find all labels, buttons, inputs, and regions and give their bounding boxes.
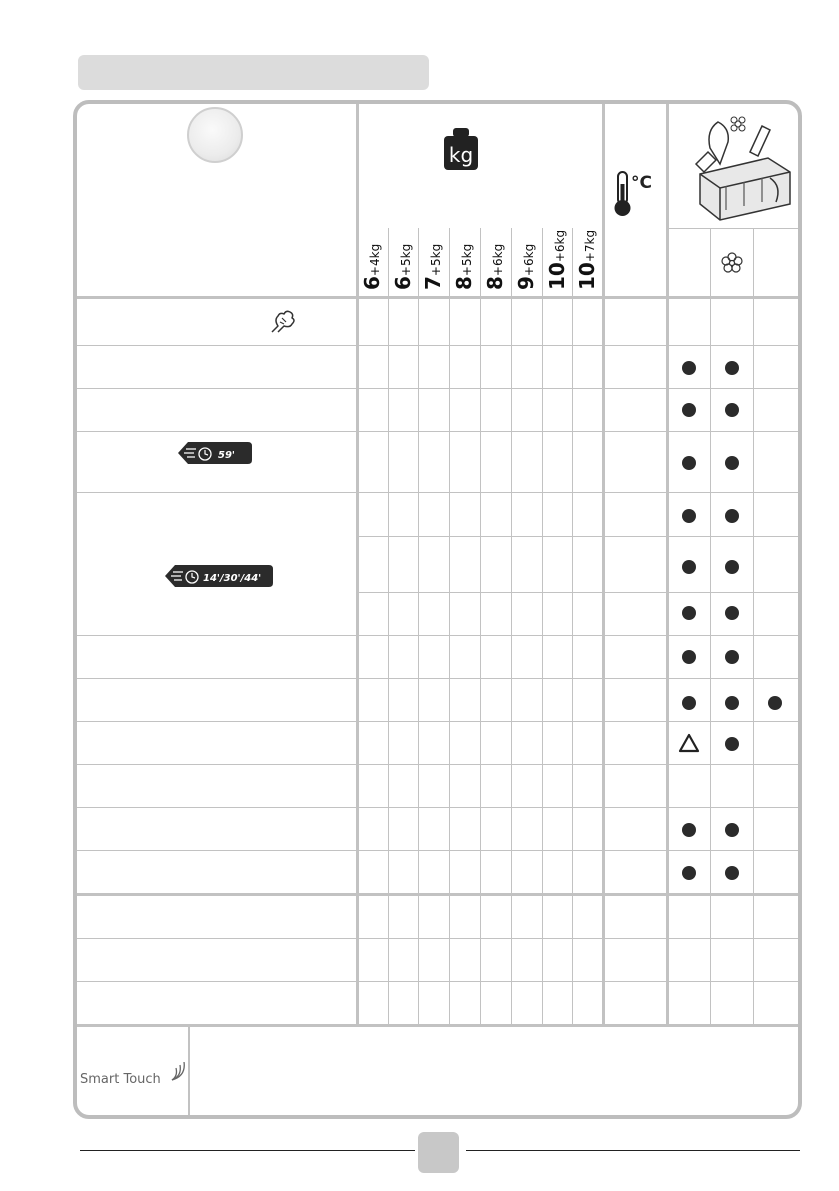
load-capacity-unit: kg bbox=[522, 243, 536, 259]
softener-flower-icon bbox=[721, 252, 743, 274]
detergent-dose-dot bbox=[682, 650, 696, 664]
detergent-dose-dot bbox=[725, 696, 739, 710]
quick-59-label: 59' bbox=[218, 450, 235, 461]
load-capacity-main: 7 bbox=[421, 276, 445, 290]
load-capacity-unit: kg bbox=[491, 243, 505, 259]
hand-wash-icon bbox=[268, 306, 298, 336]
row-divider bbox=[77, 938, 798, 939]
row-divider bbox=[77, 807, 798, 808]
load-capacity-extra: +5 bbox=[460, 258, 474, 277]
column-divider-major bbox=[666, 104, 669, 1027]
column-divider-detergent bbox=[710, 228, 711, 1027]
load-capacity-main: 10 bbox=[575, 262, 599, 290]
row-divider bbox=[77, 345, 798, 346]
load-capacity-label bbox=[389, 230, 417, 290]
detergent-dose-dot bbox=[682, 823, 696, 837]
load-capacity-main: 6 bbox=[391, 276, 415, 290]
load-capacity-extra: +4 bbox=[368, 258, 382, 277]
detergent-dose-dot bbox=[725, 456, 739, 470]
column-divider-load bbox=[449, 228, 450, 1027]
column-divider-load bbox=[480, 228, 481, 1027]
smart-touch-divider bbox=[188, 1027, 190, 1115]
quick-14-30-44-label: 14'/30'/44' bbox=[203, 573, 262, 584]
optional-dose-triangle-icon bbox=[678, 733, 700, 753]
load-capacity-unit: kg bbox=[429, 243, 443, 259]
footer-rule-left bbox=[80, 1150, 415, 1151]
detergent-dose-dot bbox=[682, 509, 696, 523]
detergent-dose-dot bbox=[725, 737, 739, 751]
row-divider-major bbox=[77, 1024, 798, 1027]
programme-selector-knob bbox=[187, 107, 243, 163]
smart-touch-label: Smart Touch bbox=[80, 1072, 161, 1087]
detergent-dose-dot bbox=[725, 403, 739, 417]
detergent-dose-dot bbox=[725, 823, 739, 837]
load-capacity-extra: +7 bbox=[583, 244, 597, 263]
row-divider-major bbox=[77, 893, 798, 896]
load-capacity-main: 8 bbox=[483, 276, 507, 290]
wireless-signal-icon bbox=[170, 1062, 188, 1082]
detergent-dose-dot bbox=[682, 560, 696, 574]
detergent-dose-dot bbox=[682, 361, 696, 375]
load-capacity-label bbox=[450, 230, 478, 290]
load-capacity-extra: +6 bbox=[522, 258, 536, 277]
detergent-dose-dot bbox=[725, 650, 739, 664]
column-divider-load bbox=[572, 228, 573, 1027]
column-divider-load bbox=[388, 228, 389, 1027]
load-capacity-extra: +6 bbox=[491, 258, 505, 277]
row-divider bbox=[77, 388, 798, 389]
column-divider-detergent bbox=[753, 228, 754, 1027]
footer-rule-right bbox=[466, 1150, 800, 1151]
load-capacity-label bbox=[543, 230, 571, 290]
kg-weight-icon bbox=[444, 128, 478, 170]
detergent-dose-dot bbox=[725, 560, 739, 574]
row-divider bbox=[77, 431, 798, 432]
row-divider bbox=[77, 492, 798, 493]
load-capacity-unit: kg bbox=[399, 243, 413, 259]
row-divider bbox=[77, 850, 798, 851]
detergent-dose-dot bbox=[768, 696, 782, 710]
load-capacity-extra: +6 bbox=[553, 244, 567, 263]
load-capacity-label bbox=[481, 230, 509, 290]
row-divider bbox=[77, 764, 798, 765]
load-capacity-extra: +5 bbox=[429, 258, 443, 277]
load-capacity-label bbox=[358, 230, 386, 290]
row-divider bbox=[77, 981, 798, 982]
row-divider-major bbox=[77, 296, 798, 299]
row-divider bbox=[77, 721, 798, 722]
column-divider-load bbox=[542, 228, 543, 1027]
load-capacity-label bbox=[512, 230, 540, 290]
column-divider-major bbox=[602, 104, 605, 1027]
kg-icon-text: kg bbox=[448, 143, 474, 167]
detergent-drawer-icon bbox=[690, 112, 794, 224]
column-divider-load bbox=[418, 228, 419, 1027]
load-capacity-main: 9 bbox=[514, 276, 538, 290]
thermometer-icon bbox=[612, 170, 662, 218]
detergent-dose-dot bbox=[682, 456, 696, 470]
detergent-dose-dot bbox=[725, 606, 739, 620]
load-capacity-unit: kg bbox=[553, 229, 567, 245]
detergent-dose-dot bbox=[682, 696, 696, 710]
detergent-dose-dot bbox=[725, 866, 739, 880]
detergent-dose-dot bbox=[725, 361, 739, 375]
load-capacity-main: 10 bbox=[545, 262, 569, 290]
detergent-dose-dot bbox=[682, 866, 696, 880]
quick-59-badge bbox=[178, 442, 252, 464]
detergent-dose-dot bbox=[725, 509, 739, 523]
row-divider bbox=[77, 678, 798, 679]
load-capacity-extra: +5 bbox=[399, 258, 413, 277]
temperature-unit: °C bbox=[631, 173, 652, 193]
load-capacity-label bbox=[419, 230, 447, 290]
row-divider-sub bbox=[358, 592, 798, 593]
row-divider bbox=[77, 635, 798, 636]
load-capacity-unit: kg bbox=[368, 243, 382, 259]
header-subdivider bbox=[668, 228, 798, 229]
load-capacity-unit: kg bbox=[460, 243, 474, 259]
detergent-dose-dot bbox=[682, 606, 696, 620]
quick-14-30-44-badge bbox=[165, 565, 273, 587]
section-title-bar bbox=[78, 55, 429, 90]
load-capacity-main: 6 bbox=[360, 276, 384, 290]
row-divider-sub bbox=[358, 536, 798, 537]
column-divider-load bbox=[511, 228, 512, 1027]
load-capacity-unit: kg bbox=[583, 229, 597, 245]
page-number-tab bbox=[418, 1132, 459, 1173]
load-capacity-label bbox=[573, 230, 601, 290]
detergent-dose-dot bbox=[682, 403, 696, 417]
load-capacity-main: 8 bbox=[452, 276, 476, 290]
